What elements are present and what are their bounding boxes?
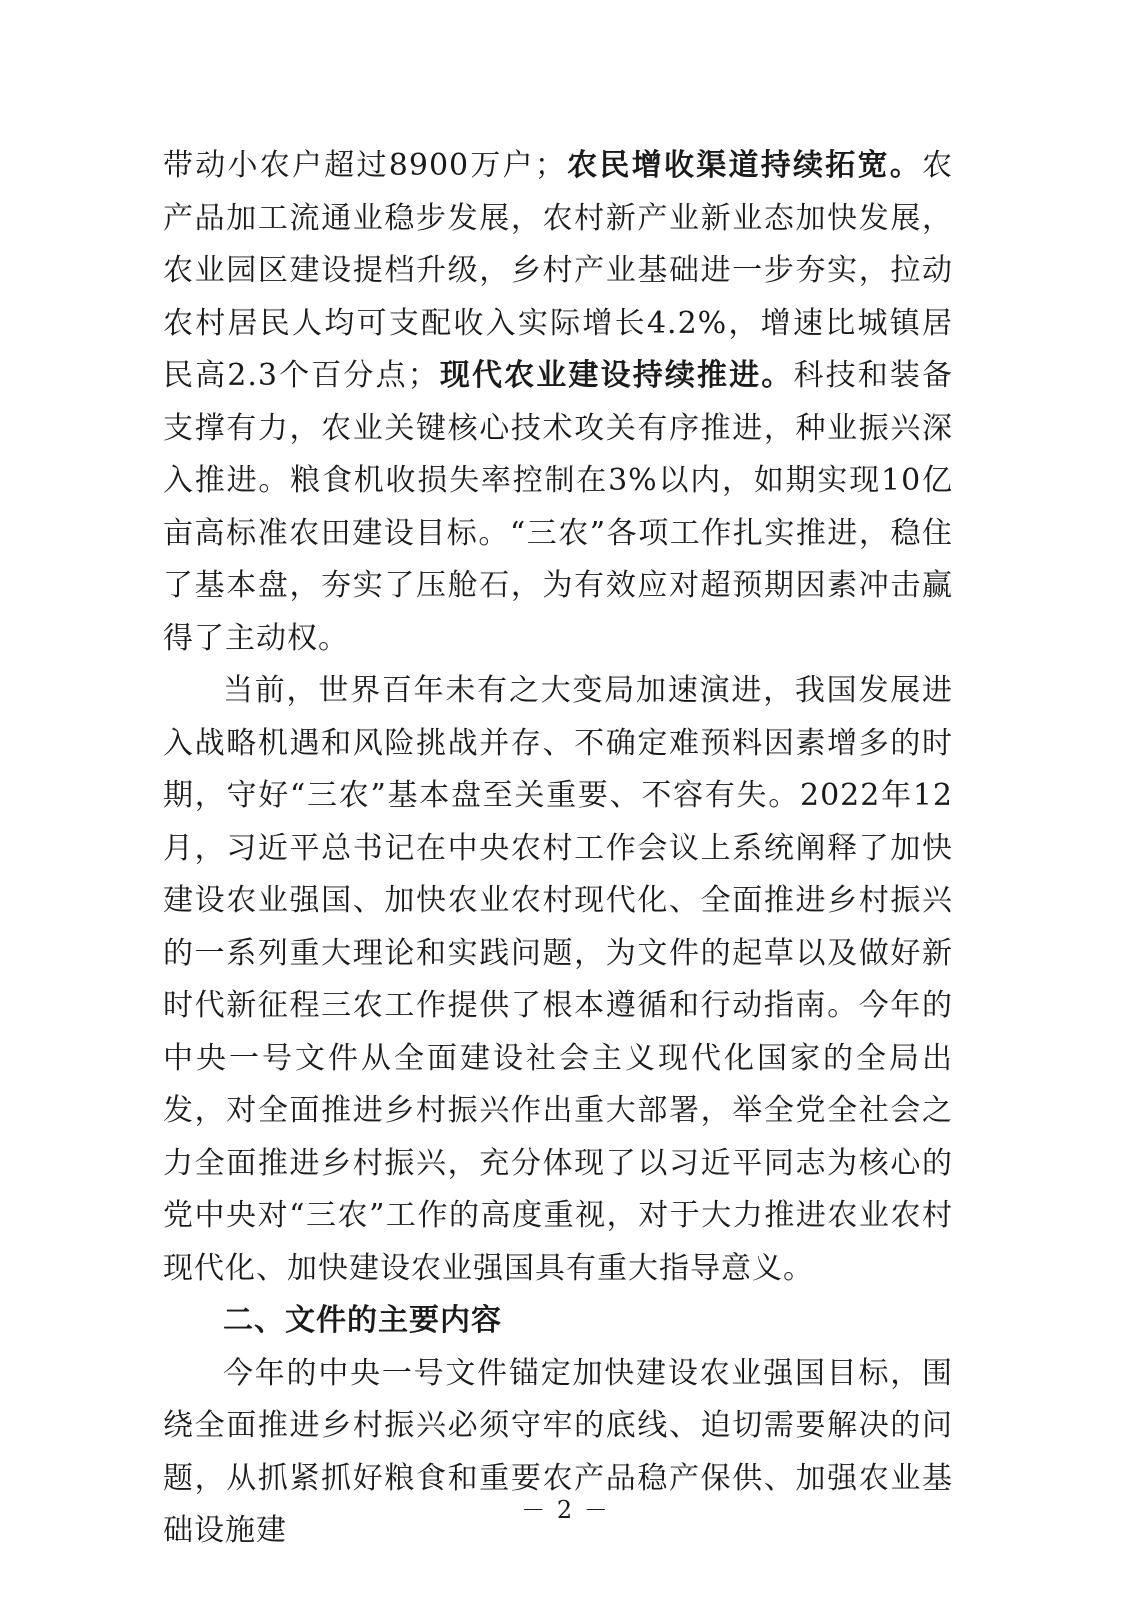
document-body xyxy=(163,140,953,1558)
lead-sentence-modern-agriculture: 现代农业建设持续推进。 xyxy=(438,358,794,393)
paragraph-1-text-b: 农产品加工流通业稳步发展，农村新产业新业态加快发展，农业园区建设提档升级，乡村产业基础进一步夯实，拉动农村居民人均可支配收入实际增长4.2%，增速比城镇居民高2.3个百分点； xyxy=(163,148,953,393)
paragraph-1 xyxy=(163,140,953,665)
page-number: － 2 － xyxy=(521,1496,610,1524)
paragraph-3: 今年的中央一号文件锚定加快建设农业强国目标，围绕全面推进乡村振兴必须守牢的底线、迫切需要解决的问题，从抓紧抓好粮食和重要农产品稳产保供、加强农业基础设施建 xyxy=(163,1355,953,1548)
paragraph-1-text-a: 带动小农户超过8900万户； xyxy=(163,148,566,183)
paragraph-1-text-c: 科技和装备支撑有力，农业关键核心技术攻关有序推进，种业振兴深入推进。粮食机收损失率控制在3%以内，如期实现10亿亩高标准农田建设目标。“三农”各项工作扎实推进，稳住了基本盘，夯实了压舱石，为有效应对超预期因素冲击赢得了主动权。 xyxy=(163,358,954,656)
lead-sentence-income: 农民增收渠道持续拓宽。 xyxy=(565,148,922,183)
section-heading: 二、文件的主要内容 xyxy=(223,1303,502,1338)
paragraph-2: 当前，世界百年未有之大变局加速演进，我国发展进入战略机遇和风险挑战并存、不确定难预料因素增多的时期，守好“三农”基本盘至关重要、不容有失。2022年12月，习近平总书记在中央农村工作会议上系统阐释了加快建设农业强国、加快农业农村现代化、全面推进乡村振兴的一系列重大理论和实践问题，为文件的起草以及做好新时代新征程三农工作提供了根本遵循和行动指南。今年的中央一号文件从全面建设社会主义现代化国家的全局出发，对全面推进乡村振兴作出重大部署，举全党全社会之力全面推进乡村振兴，充分体现了以习近平同志为核心的党中央对“三农”工作的高度重视，对于大力推进农业农村现代化、加快建设农业强国具有重大指导意义。 xyxy=(163,673,953,1286)
